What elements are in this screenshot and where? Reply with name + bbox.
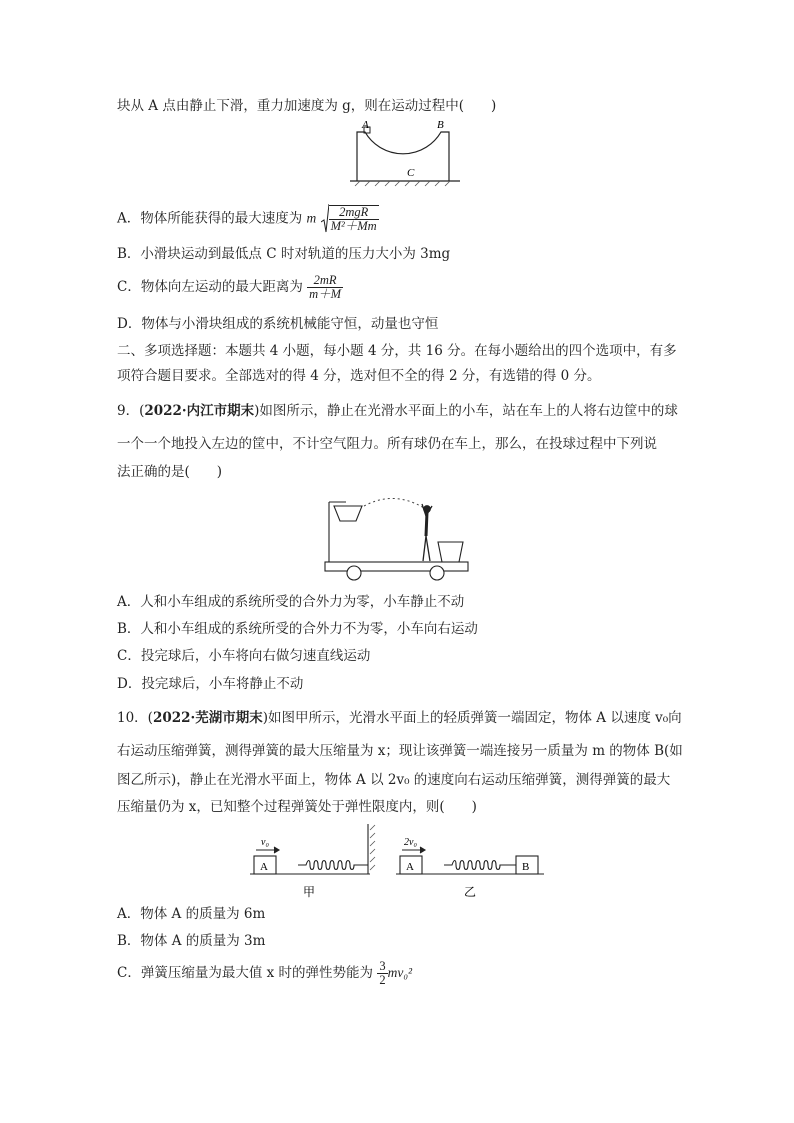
q10-option-c-tail: mv₀² bbox=[387, 965, 413, 980]
track-outline bbox=[357, 132, 449, 181]
frac-den: 2 bbox=[379, 973, 386, 987]
wheel-left bbox=[347, 566, 361, 580]
right-basket bbox=[438, 542, 463, 562]
q9-option-d: D．投完球后，小车将静止不动 bbox=[117, 676, 304, 692]
q9-option-a: A．人和小车组成的系统所受的合外力为零，小车静止不动 bbox=[117, 594, 465, 610]
point-b-label: B bbox=[437, 119, 444, 131]
point-c-label: C bbox=[407, 167, 415, 179]
caption-yi: 乙 bbox=[464, 885, 477, 899]
spring-figure-yi bbox=[394, 826, 546, 902]
q9-line3: 法正确的是( ) bbox=[117, 464, 223, 480]
q8-option-c bbox=[117, 274, 343, 301]
q8-option-d: D．物体与小滑块组成的系统机械能守恒，动量也守恒 bbox=[117, 316, 439, 332]
q8-stem-tail: 块从 A 点由静止下滑，重力加速度为 g，则在运动过程中( ) bbox=[117, 98, 497, 114]
section2-line2: 项符合题目要求。全部选对的得 4 分，选对但不全的得 2 分，有选错的得 0 分。 bbox=[117, 368, 601, 384]
q9-source: 2022·内江市期末 bbox=[144, 403, 255, 419]
left-basket bbox=[334, 506, 362, 521]
block-a-label: A bbox=[406, 861, 414, 873]
q10-option-a: A．物体 A 的质量为 6m bbox=[117, 906, 266, 922]
q8-option-b: B．小滑块运动到最低点 C 时对轨道的压力大小为 3mg bbox=[117, 246, 451, 262]
radical-sign bbox=[321, 204, 329, 234]
person bbox=[422, 504, 432, 561]
q10-option-c-frac bbox=[377, 960, 387, 987]
frac-num: 2mR bbox=[307, 274, 343, 288]
q9-line1-rest: )如图所示，静止在光滑水平面上的小车，站在车上的人将右边筐中的球 bbox=[254, 403, 678, 419]
q9-option-b: B．人和小车组成的系统所受的合外力不为零，小车向右运动 bbox=[117, 621, 478, 637]
frac-num: 2mgR bbox=[329, 206, 379, 220]
q10-line2: 右运动压缩弹簧，测得弹簧的最大压缩量为 x；现让该弹簧一端连接另一质量为 m 的物体 B(如 bbox=[117, 743, 683, 759]
q8-option-c-frac bbox=[307, 274, 343, 301]
cart-body bbox=[325, 562, 468, 571]
spring-figure-jia bbox=[248, 822, 380, 902]
q9-number: 9．( bbox=[117, 403, 145, 419]
block-b-label: B bbox=[522, 861, 530, 873]
q10-option-b: B．物体 A 的质量为 3m bbox=[117, 933, 266, 949]
frac-den: M²＋Mm bbox=[330, 219, 377, 233]
q8-option-c-text: C．物体向左运动的最大距离为 bbox=[117, 279, 303, 295]
q9-line2: 一个一个地投入左边的筐中，不计空气阻力。所有球仍在车上，那么，在投球过程中下列说 bbox=[117, 436, 657, 452]
section2-line1: 二、多项选择题：本题共 4 小题，每小题 4 分，共 16 分。在每小题给出的四个选项中，有多 bbox=[117, 343, 677, 359]
velocity-label: v₀ bbox=[261, 837, 269, 848]
track-figure bbox=[345, 118, 465, 188]
sqrt-formula bbox=[321, 204, 379, 234]
q10-option-c-text: C．弹簧压缩量为最大值 x 时的弹性势能为 bbox=[117, 965, 374, 981]
q9-line1 bbox=[117, 401, 678, 421]
q10-line3: 图乙所示)，静止在光滑水平面上，物体 A 以 2v₀ 的速度向右运动压缩弹簧，测得弹簧的最大 bbox=[117, 772, 671, 788]
q10-number: 10．( bbox=[117, 710, 153, 726]
q10-line1 bbox=[117, 708, 682, 728]
q9-option-c: C．投完球后，小车将向右做匀速直线运动 bbox=[117, 648, 371, 664]
ball-trajectory bbox=[364, 498, 424, 508]
frac-num: 3 bbox=[379, 959, 386, 973]
q10-option-c bbox=[117, 958, 412, 988]
q8-option-a bbox=[117, 204, 379, 234]
q10-line1-rest: )如图甲所示，光滑水平面上的轻质弹簧一端固定，物体 A 以速度 v₀向 bbox=[262, 710, 682, 726]
wheel-right bbox=[430, 566, 444, 580]
q8-option-a-frac bbox=[329, 205, 379, 233]
spring bbox=[444, 861, 516, 870]
q10-source: 2022·芜湖市期末 bbox=[152, 710, 263, 726]
frac-den: m＋M bbox=[309, 287, 342, 301]
velocity-label: 2v₀ bbox=[404, 837, 417, 848]
block-a-label: A bbox=[260, 861, 268, 873]
caption-jia: 甲 bbox=[303, 885, 316, 899]
q8-option-a-coef: m bbox=[306, 210, 317, 226]
cart-figure bbox=[322, 494, 472, 584]
point-a-label: A bbox=[362, 119, 369, 131]
q10-line4: 压缩量仍为 x，已知整个过程弹簧处于弹性限度内，则( ) bbox=[117, 799, 477, 815]
spring bbox=[298, 861, 368, 870]
q8-option-a-text: A．物体所能获得的最大速度为 bbox=[117, 210, 303, 227]
